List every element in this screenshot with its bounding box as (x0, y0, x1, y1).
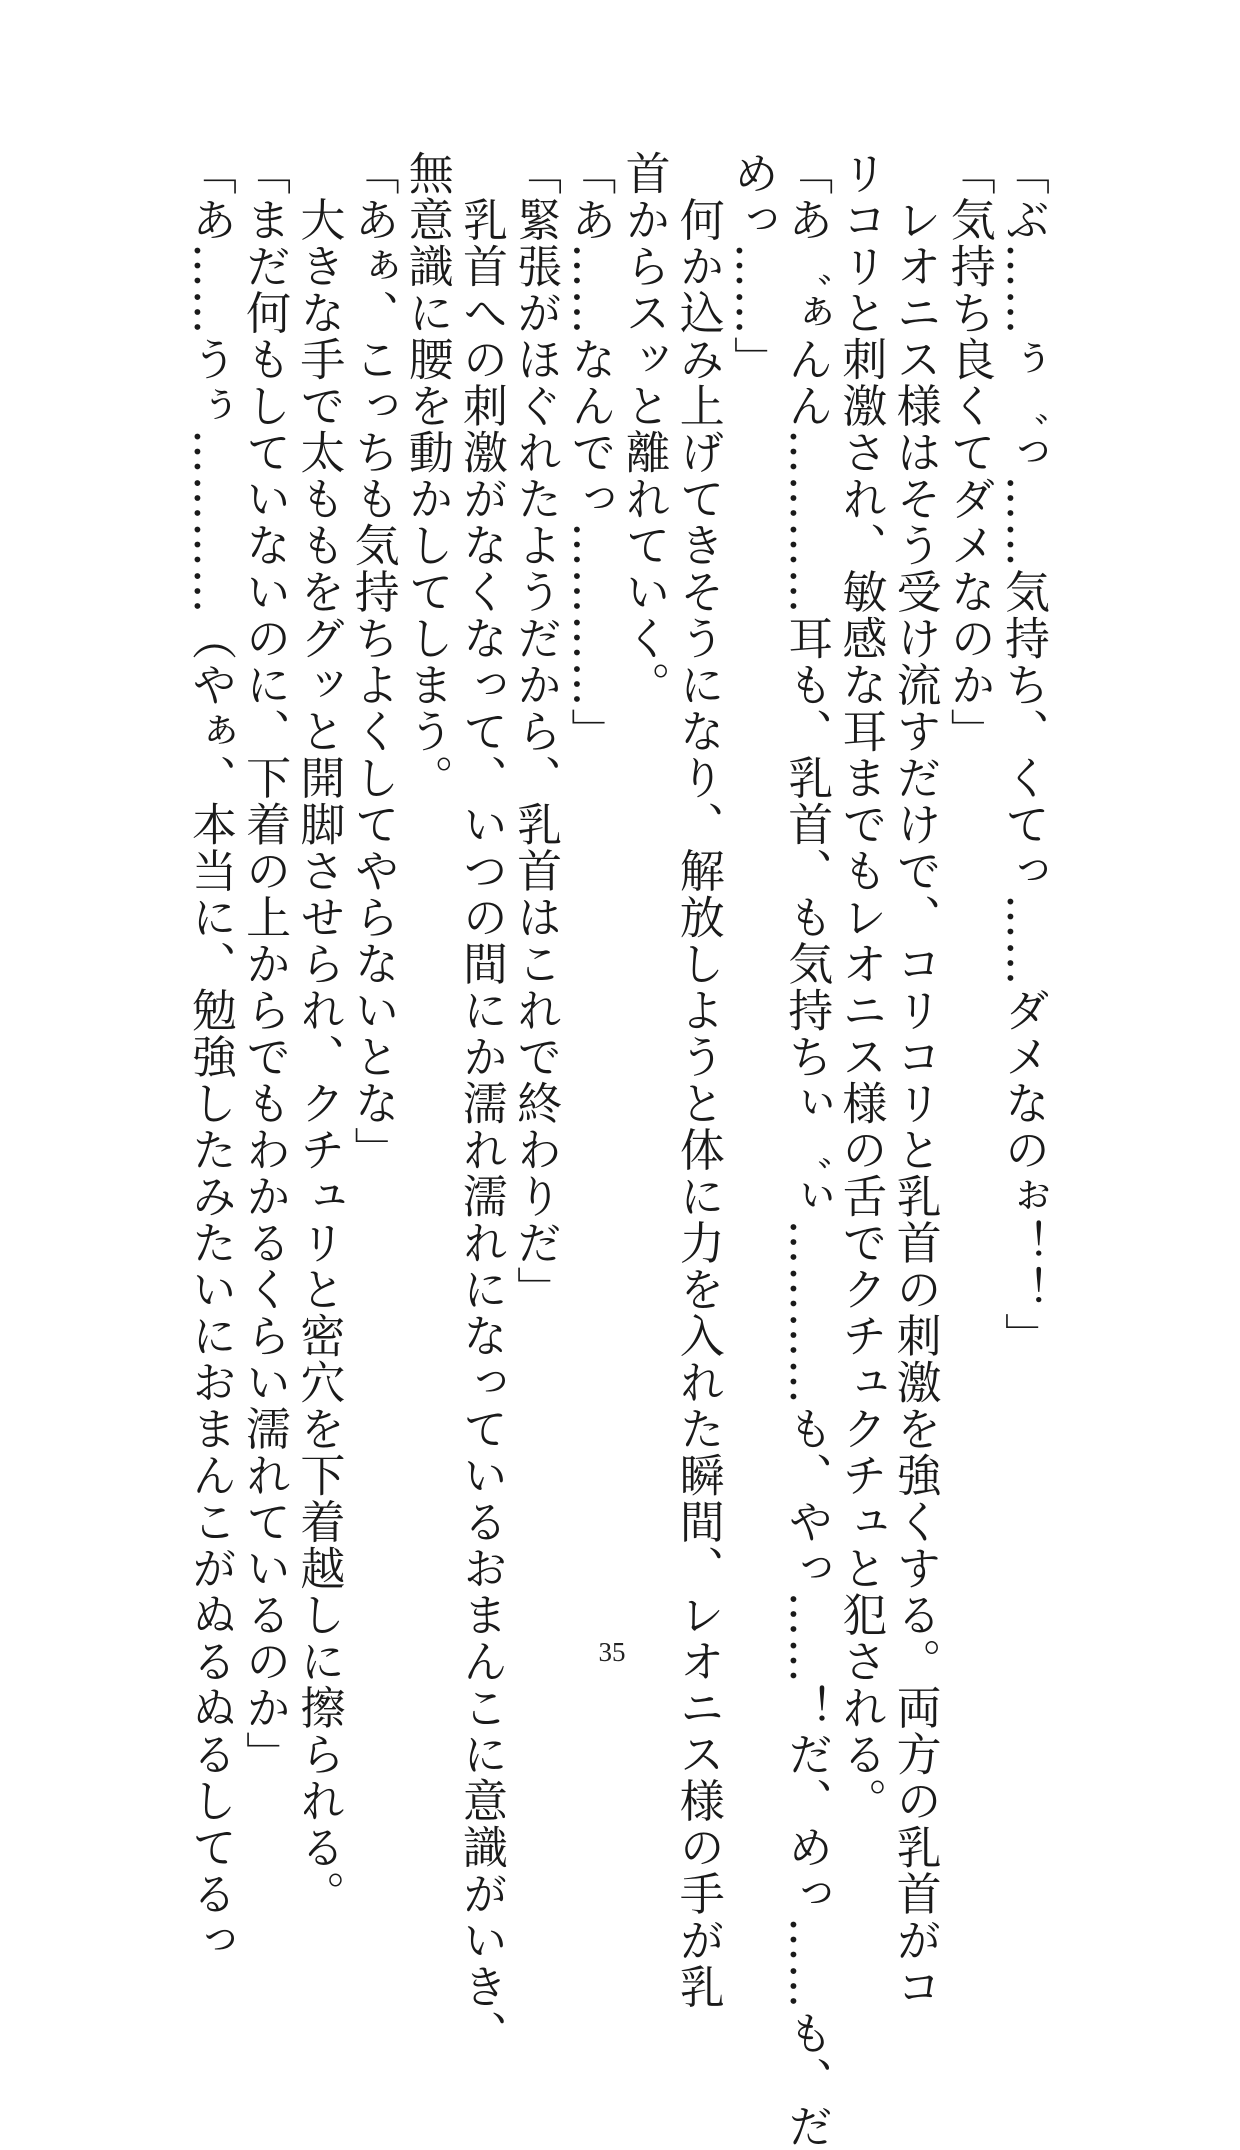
text-line-11: 乳首への刺激がなくなって、いつの間にか濡れ濡れになっているおまんこに意識がいき、 (454, 150, 508, 2057)
text-line-2: 「気持ち良くてダメなのか」 (942, 150, 996, 755)
text-line-9: 「あ……なんでっ…………」 (563, 150, 617, 755)
text-line-12: 無意識に腰を動かしてしまう。 (400, 150, 454, 801)
text-line-1: 「ぶ……ぅ゛っ……気持ち、くてっ……ダメなのぉ！！」 (997, 150, 1050, 1359)
text-line-7: 何か込み上げてきそうになり、解放しようと体に力を入れた瞬間、レオニス様の手が乳 (671, 150, 725, 2010)
text-line-5: 「あ゛ぁんん…………耳も、乳首、も気持ちぃ゛ぃ…………も、やっ……！だ、めっ……も、だ (780, 150, 834, 2150)
text-line-6: めっ……」 (725, 150, 779, 383)
text-line-10: 「緊張がほぐれたようだから、乳首はこれで終わりだ」 (509, 150, 563, 1313)
text-line-3: レオニス様はそう受け流すだけで、コリコリと乳首の刺激を強くする。両方の乳首がコ (888, 150, 942, 2010)
text-line-15: 「まだ何もしていないのに、下着の上からでもわかるくらい濡れているのか」 (238, 150, 292, 1778)
text-line-8: 首からスッと離れていく。 (617, 150, 671, 708)
text-line-16: 「あ……うぅ…………（やぁ、本当に、勉強したみたいにおまんこがぬるぬるしてるっ (183, 150, 237, 1964)
text-line-13: 「あぁ、こっちも気持ちよくしてやらないとな」 (346, 150, 400, 1173)
text-line-14: 大きな手で太ももをグッと開脚させられ、クチュリと密穴を下着越しに擦られる。 (292, 150, 346, 1917)
page-number: 35 (598, 1637, 626, 1667)
text-line-4: リコリと刺激され、敏感な耳までもレオニス様の舌でクチュクチュと犯される。 (834, 150, 888, 1824)
